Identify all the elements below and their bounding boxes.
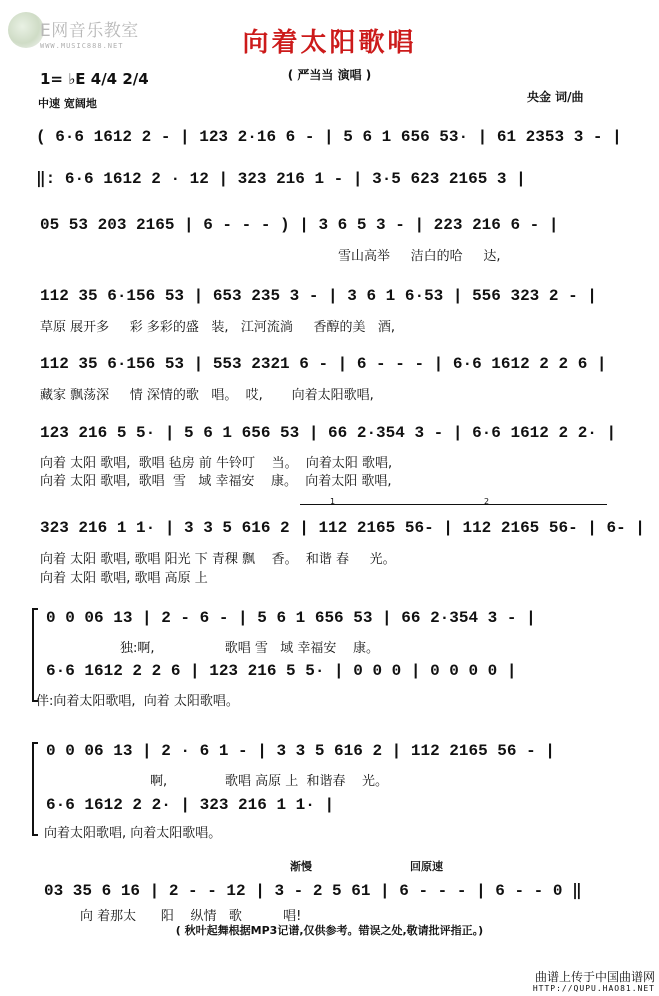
- score-row-6: 123 216 5 5· | 5 6 1 656 53 | 66 2·354 3 - | 6·6 1612 2 2· |: [40, 424, 617, 442]
- lyric-row-7a: 向着 太阳 歌唱, 歌唱 阳光 下 青稞 飘 香。 和谐 春 光。: [40, 552, 396, 567]
- score-row-2: ‖: 6·6 1612 2 · 12 | 323 216 1 - | 3·5 623 2165 3 |: [36, 170, 526, 188]
- score-row-5: 112 35 6·156 53 | 553 2321 6 - | 6 - - - | 6·6 1612 2 2 6 |: [40, 355, 607, 373]
- a-tempo-mark: 回原速: [410, 860, 443, 873]
- volta-2-line: [447, 504, 607, 505]
- lyric-row-4: 草原 展开多 彩 多彩的盛 装, 江河流淌 香醇的美 酒,: [40, 320, 396, 335]
- lyric-row-7b: 向着 太阳 歌唱, 歌唱 高原 上: [40, 571, 208, 586]
- footer-text: 曲谱上传于中国曲谱网: [534, 970, 655, 984]
- tempo-marking: 中速 宽阔地: [38, 97, 97, 110]
- score-row-4: 112 35 6·156 53 | 653 235 3 - | 3 6 1 6·53 | 556 323 2 - |: [40, 287, 597, 305]
- volta-2-mark: 2: [484, 497, 490, 506]
- lyric-row-3: 雪山高举 洁白的哈 达,: [338, 249, 501, 264]
- ritardando-mark: 渐慢: [290, 860, 312, 873]
- system-brace-1: [32, 608, 38, 702]
- watermark-text: E网音乐教室: [40, 21, 139, 41]
- score-row-10: 0 0 06 13 | 2 · 6 1 - | 3 3 5 616 2 | 112 2165 56 - |: [46, 742, 555, 760]
- credit: 央金 词/曲: [527, 90, 584, 104]
- lyric-row-9: 伴:向着太阳歌唱, 向着 太阳歌唱。: [36, 694, 239, 709]
- score-row-7: 323 216 1 1· | 3 3 5 616 2 | 112 2165 56- | 112 2165 56- | 6- |: [40, 519, 645, 537]
- score-row-12: 03 35 6 16 | 2 - - 12 | 3 - 2 5 61 | 6 - - - | 6 - - 0 ‖: [44, 882, 582, 900]
- score-row-11: 6·6 1612 2 2· | 323 216 1 1· |: [46, 796, 335, 814]
- transcriber-note: ( 秋叶起舞根据MP3记谱,仅供参考。错误之处,敬请批评指正。): [175, 924, 484, 937]
- song-title: 向着太阳歌唱: [242, 28, 417, 58]
- lyric-row-11: 向着太阳歌唱, 向着太阳歌唱。: [44, 826, 222, 841]
- lyric-row-8: 独:啊, 歌唱 雪 域 幸福安 康。: [120, 641, 379, 656]
- score-row-3: 05 53 203 2165 | 6 - - - ) | 3 6 5 3 - | 223 216 6 - |: [40, 216, 559, 234]
- system-brace-2: [32, 742, 38, 836]
- lyric-row-10: 啊, 歌唱 高原 上 和谐春 光。: [150, 774, 389, 789]
- score-row-8: 0 0 06 13 | 2 - 6 - | 5 6 1 656 53 | 66 2·354 3 - |: [46, 609, 536, 627]
- lyric-row-12: 向 着那太 阳 纵情 歌 唱!: [80, 909, 302, 924]
- lyric-row-6a: 向着 太阳 歌唱, 歌唱 毡房 前 牛铃叮 当。 向着太阳 歌唱,: [40, 456, 393, 471]
- volta-1-mark: 1: [330, 497, 336, 506]
- score-row-9: 6·6 1612 2 2 6 | 123 216 5 5· | 0 0 0 | 0 0 0 0 |: [46, 662, 517, 680]
- key-signature: 1= ♭E 4/4 2/4: [40, 70, 149, 88]
- footer-url: HTTP://QUPU.HAO81.NET: [532, 984, 655, 993]
- score-row-1: ( 6·6 1612 2 - | 123 2·16 6 - | 5 6 1 656 53· | 61 2353 3 - |: [36, 128, 622, 146]
- lyric-row-6b: 向着 太阳 歌唱, 歌唱 雪 域 幸福安 康。 向着太阳 歌唱,: [40, 474, 392, 489]
- lyric-row-5: 藏家 飘荡深 情 深情的歌 唱。 哎, 向着太阳歌唱,: [40, 388, 374, 403]
- performer: ( 严当当 演唱 ): [287, 68, 372, 82]
- watermark-url: WWW.MUSIC888.NET: [40, 42, 124, 50]
